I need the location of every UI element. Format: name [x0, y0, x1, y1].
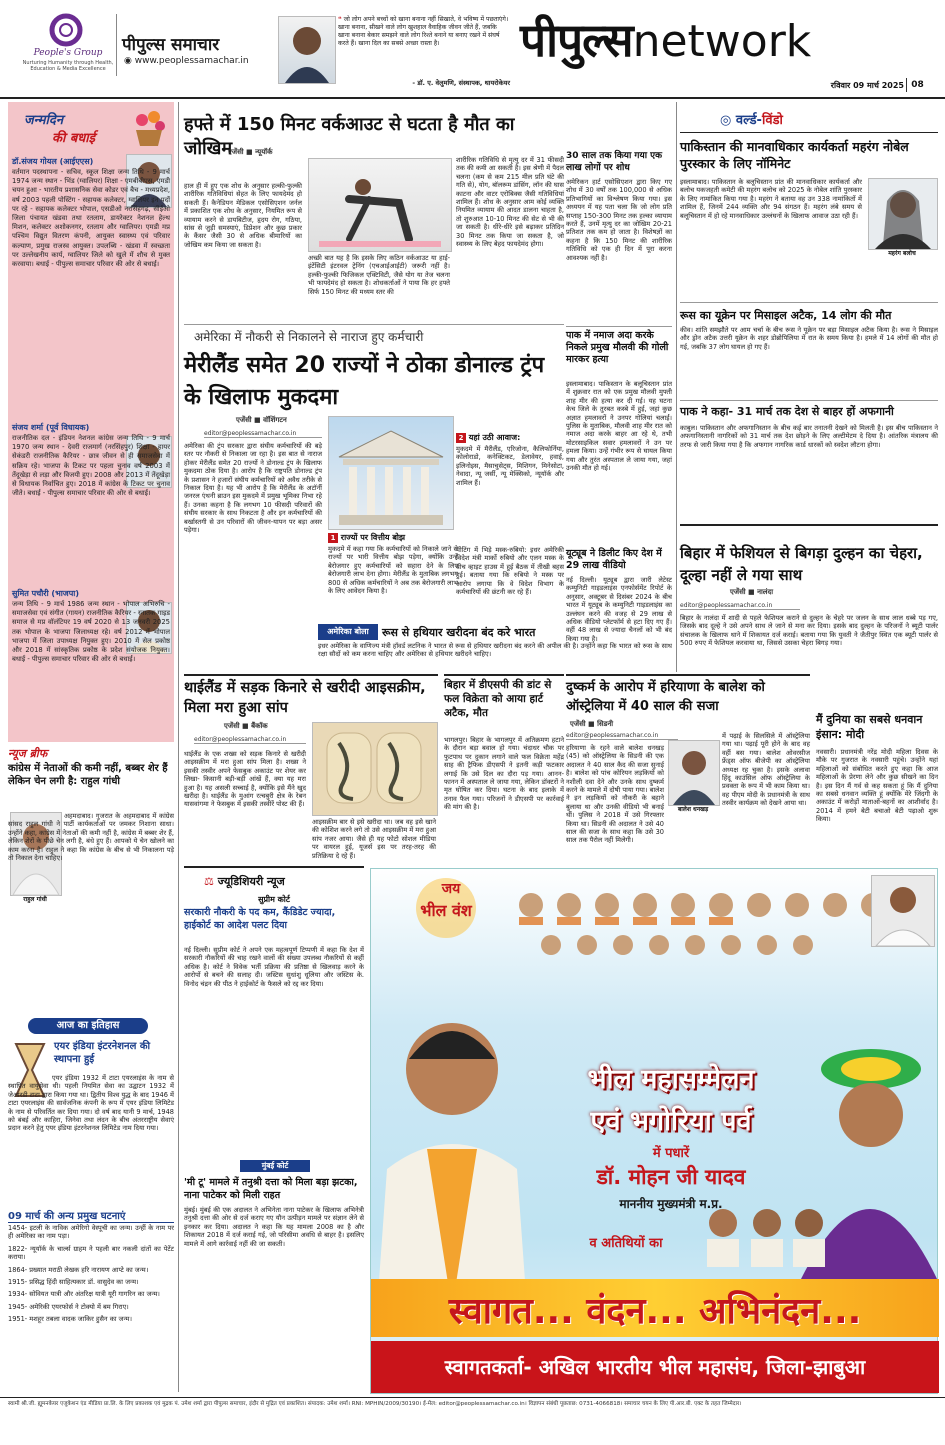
gavel-icon: ⚖	[204, 875, 214, 888]
world-window	[680, 102, 938, 522]
ukraine-text: कीव। शांति समझौते पर आम चर्चा के बीच रूस ने यूक्रेन पर बड़ा मिसाइल अटैक किया है। रूस ने मिसाइल और ड्रोन अटैक उत्तरी यूक्रेन के शहर डोब्रोपिलिया में रात के समय किया है। हमले में 14 लोगों की मौत हो गई, जबकि 37 लोग घायल हो गए हैं।	[680, 326, 938, 351]
box2-text: मुकदमे में मैरीलैंड, एरिजोना, कैलिफोर्निया, कोलोराडो, कनेक्टिकट, डेलावेयर, हवाई, इलिनोइस, मैसाचुसेट्स, मिशिगन, मिनेसोटा, नेवादा, न्यू जर्सी, न्यू मेक्सिको, न्यूयॉर्क और शामिल हैं।	[456, 445, 564, 487]
judiciary-section	[184, 866, 364, 1394]
thailand-story	[184, 674, 438, 860]
ad-tag-2: भील वंश	[420, 901, 472, 920]
box1-text: मुकदमे में कहा गया कि कर्मचारियों को निकाले जाने से राज्यों पर भारी वित्तीय बोझ पड़ेगा, क्योंकि उन्हें बेरोजगार हुए कर्मचारियों को सहारा देने के लिए बेरोजगारी लाभ देना होगा। मेरीलैंड के मुताबिक लगभग 800 से अधिक कर्मचारियों ने अब तक बेरोजगारी लाभ के लिए आवेदन किया है।	[328, 545, 458, 596]
ad-guest-portraits	[701, 1199, 831, 1269]
group-logo-icon	[48, 12, 84, 48]
history-label	[28, 1018, 148, 1034]
dsp-story	[444, 674, 564, 864]
issue-date: रविवार 09 मार्च 2025	[830, 81, 904, 90]
afghan-text: काबुल। पाकिस्तान और अफगानिस्तान के बीच कई बार तनातनी देखने को मिलती है। इस बीच पाकिस्तान ने अफगानिस्तानी नागरिकों को 31 मार्च तक देश छोड़ने के लिए अल्टीमेटम दे दिया है। आंतरिक मंत्रालय की तरफ से जारी किया गया है कि अफगान नागरिक कार्ड धारकों को स्वदेश लौटना होगा।	[680, 424, 938, 449]
box2-title	[456, 432, 564, 443]
event-item: 1951- मशहूर तबला वादक जाकिर हुसैन का जन्म।	[8, 1315, 132, 1324]
date-line	[600, 78, 945, 94]
haryana-headline: दुष्कर्म के आरोप में हरियाणा के बालेश को ऑस्ट्रेलिया में 40 साल की सजा	[566, 680, 765, 714]
survey-text: अमेरिकन हार्ट एसोसिएशन द्वारा किए गए शोध में 30 वर्षों तक 100,000 से अधिक प्रतिभागियों का विश्लेषण किया गया। इस अध्ययन में यह पता चला कि जो लोग प्रति सप्ताह 150-300 मिनट तक हल्का व्यायाम करते हैं, उनमें मृत्यु दर का जोखिम 20-21 प्रतिशत तक कम हो जाता है। विशेषज्ञों का कहना है कि 150 मिनट की शारीरिक गतिविधि को एक ही दिन में पूरा करना आवश्यक नहीं है।	[566, 178, 672, 262]
lawsuit-headline: मेरीलैंड समेत 20 राज्यों ने ठोका डोनाल्ड ट्रंप के खिलाफ मुकदमा	[184, 353, 545, 410]
quote-text	[338, 16, 510, 48]
guest-portraits-icon	[701, 1199, 831, 1269]
paper-name: पीपुल्स समाचार	[122, 35, 220, 55]
judiciary-sub-1: सुप्रीम कोर्ट	[258, 895, 290, 904]
group-tagline: Nurturing Humanity through Health, Education & Media Excellence	[22, 60, 114, 72]
box2-title-text: यहां उठी आवाज:	[468, 433, 521, 442]
balesh-caption: बालेश धनखड़	[677, 806, 709, 813]
ad-with-guests: व अतिथियों का	[589, 1236, 663, 1251]
portrait-icon	[669, 741, 719, 805]
haryana-text: हरियाणा के रहने वाले बालेश धनखड़ (45) को ऑस्ट्रेलिया के सिडनी की एक अदालत ने 40 साल कैद की सजा सुनाई है। बालेश को पांच कोरियन लड़कियों को नशीली दवा देने और उनके साथ दुष्कर्म करने के मामले में दोषी पाया गया। बालेश ने इन लड़कियों को नौकरी के बहाने बुलाया था और उनकी वीडियो भी बनाई थीं। पुलिस ने 2018 में उसे गिरफ्तार किया था। सिडनी की अदालत ने उसे 40 साल की सजा के साथ कहा कि उसे 30 साल तक पैरोल नहीं मिलेगी।	[566, 744, 664, 845]
balesh-photo	[668, 740, 720, 806]
thailand-byline: एजेंसी ■ बैंकॉक	[224, 722, 268, 730]
world-window-label-1: वर्ल्ड-	[735, 113, 762, 128]
ad-corner-photo	[871, 875, 935, 947]
workout-text-2: अच्छी बात यह है कि इसके लिए कठिन वर्कआउट या हाई-इंटेंसिटी इंटरवल ट्रेनिंग (एचआईआईटी) जरूरी नहीं है। हल्की-फुल्की फिजिकल एक्टिविटी, जैसे योग या तेज चलना भी फायदेमंद हो सकता है। शोधकर्ताओं ने पाया कि हर हफ्ते सिर्फ 150 मिनट की मध्यम स्तर की	[308, 254, 450, 296]
portrait-icon	[869, 179, 937, 249]
richest-text: नवसारी। प्रधानमंत्री नरेंद्र मोदी महिला दिवस के मौके पर गुजरात के नवसारी पहुंचे। उन्होंने यहां महिलाओं को संबोधित करते हुए कहा कि आज महिलाओं के प्रेरणा लेने और कुछ सीखने का दिन है। इस दिन मैं गर्व से कह सकता हूं कि मैं दुनिया का सबसे धनवान व्यक्ति हूं क्योंकि मेरे जिंदगी के अकाउंट में करोड़ों माताओं-बहनों का आशीर्वाद है। 2014 में हमने बेटी बचाओ बेटी पढ़ाओ शुरू किया।	[816, 748, 938, 824]
nobel-headline: पाकिस्तान की मानवाधिकार कार्यकर्ता महरंग नोबेल पुरस्कार के लिए नॉमिनेट	[680, 139, 909, 171]
judiciary-headline-2: 'मी टू' मामले में तनुश्री दत्ता को मिला बड़ा झटका, नाना पाटेकर को मिली राहत	[184, 1177, 358, 1201]
workout-story	[184, 102, 564, 322]
yoga-photo	[308, 158, 452, 252]
haryana-story	[566, 674, 810, 864]
workout-headline: हफ्ते में 150 मिनट वर्कआउट से घटता है मौत का जोखिम	[184, 114, 515, 159]
event-item: 1864- प्रख्यात मराठी लेखक हरि नारायण आप्टे का जन्म।	[8, 1265, 149, 1274]
ad-host	[371, 1341, 939, 1393]
group-logo	[48, 12, 84, 48]
maulvi-text: इस्लामाबाद। पाकिस्तान के बलूचिस्तान प्रांत में शुक्रवार रात को एक प्रमुख मौलवी मुफ्ती शाह मीर की हत्या कर दी गई। यह घटना केच जिले के तुरबत कस्बे में हुई, जहां कुछ अज्ञात हमलावरों ने उनपर गोलियां चलाईं। पुलिस के मुताबिक, मौलवी शाह मीर रात को नमाज अदा करके बाहर आ रहे थे, तभी मोटरसाइकिल सवार हमलावरों ने उन पर हमला किया। उन्हें गंभीर रूप से घायल किया गया और तुरंत अस्पताल ले जाया गया, जहां उनकी मौत हो गई।	[566, 380, 672, 473]
rahul-photo-caption: राहुल गांधी	[23, 896, 47, 903]
quote-mark-icon: ❝	[338, 16, 342, 23]
news-brief	[8, 746, 174, 1016]
box2-number-icon: 2	[456, 433, 466, 443]
website-link[interactable]	[124, 56, 274, 66]
judiciary-label	[204, 874, 344, 889]
thailand-email: editor@peoplessamachar.co.in	[194, 736, 306, 744]
bride-email: editor@peoplessamachar.co.in	[680, 602, 800, 610]
globe-icon: ◎	[720, 113, 732, 128]
dsp-headline: बिहार में डीएसपी की डांट से फल विक्रेता को आया हार्ट अटैक, मौत	[444, 679, 552, 719]
ad-emblem	[391, 873, 501, 943]
snake-icecream-icon	[313, 723, 437, 815]
capitol-photo	[328, 416, 454, 530]
nobel-text: इस्लामाबाद। पाकिस्तान के बलूचिस्तान प्रांत की मानवाधिकार कार्यकर्ता और बलोच यकजहती कमेटी की महरंग बलोच को 2025 के नोबेल शांति पुरस्कार के लिए नामांकित किया गया है। महरंग ने बताया वह उन 338 नामांकितों में शामिल हैं, जिनमें 244 व्यक्ति और 94 संगठन हैं। महरंग लंबे समय से बलूचिस्तान में हो रहे मानवाधिकार उल्लंघनों के खिलाफ आवाज उठा रही हैं।	[680, 178, 862, 220]
birthday-heading-top: जन्मदिन	[24, 113, 64, 128]
portrait-icon	[872, 876, 934, 946]
world-window-label	[720, 110, 860, 130]
richest-headline: मैं दुनिया का सबसे धनवान इंसान: मोदी	[816, 713, 923, 741]
person-name-2: संजय शर्मा (पूर्व विधायक)	[12, 423, 90, 432]
masthead	[0, 0, 945, 100]
event-item: 1945- अमेरिकी एयरफोर्स ने टोक्यो में बम गिराए।	[8, 1302, 129, 1311]
thailand-text: थाईलैंड के एक शख्स को सड़क किनारे से खरीदी आइसक्रीम में मरा हुआ सांप मिला है। शख्स ने इसकी तस्वीर अपने फेसबुक अकाउंट पर शेयर कर लिखा- किसानी बड़ी-बड़ी आंखें हैं, क्या यह मरा हुआ है। यह असली सच्चाई है, क्योंकि इसे मैंने खुद खरीदा है। थाईलैंड के मुआंग रत्चबुरी क्षेत्र के रेबन यासवांगमा ने फेसबुक में इसकी तस्वीरें पोस्ट की हैं।	[184, 750, 306, 809]
judiciary-sub-2-text: मुंबई कोर्ट	[261, 1161, 289, 1170]
person-bio-2: राजनीतिक दल - इंडियन नेशनल कांग्रेस जन्म तिथि - 9 मार्च 1970 जन्म स्थान - देवरी राजमार्ग (नरसिंहपुर) शिक्षा - हायर सेकंडरी राजनीतिक कैरियर - छात्र जीवन से ही समाजसेवा में सक्रिय रहे। भाजपा के टिकट पर पहला चुनाव वर्ष 2003 में तेंदूखेड़ा से लड़ा और विजयी हुए। 2008 और 2013 में तेंदूखेड़ा से विधायक निर्वाचित हुए। 2018 में कांग्रेस के टिकट पर चुनाव जीते। बधाई - पीपुल्स समाचार परिवार की ओर से बधाई।	[12, 434, 170, 498]
person-name-1: डॉ.संजय गोयल (आईएएस)	[12, 157, 94, 166]
birthday-section	[8, 102, 174, 742]
lawsuit-email: editor@peoplessamachar.co.in	[204, 430, 322, 438]
birthday-heading-bottom: की बधाई	[52, 131, 96, 146]
ad-tag-1: जय	[441, 881, 461, 897]
ad-host-text: स्वागतकर्ता- अखिल भारतीय भील महासंघ, जिला-झाबुआ	[444, 1355, 866, 1379]
judiciary-label-text: ज्यूडिशियरी न्यूज	[217, 875, 285, 888]
russia-headline: रूस से हथियार खरीदना बंद करे भारत	[382, 626, 536, 639]
portrait-row-icon	[511, 875, 931, 965]
flower-basket-icon	[130, 108, 168, 148]
news-brief-headline: कांग्रेस में नेताओं की कमी नहीं, बब्बर शेर हैं लेकिन चेन लगी है: राहुल गांधी	[8, 763, 168, 787]
news-brief-label: न्यूज ब्रीफ	[8, 747, 48, 760]
box-financial-burden	[328, 532, 458, 624]
ad-title-2: एवं भगोरिया पर्व	[590, 1106, 752, 1137]
court-building-icon	[329, 417, 453, 529]
quote-body: जो लोग अपने बच्चों को खाना बनाना नहीं सिखाते, वे भविष्य में पछताएंगे। खाना बनाना, सीखने वाले लोग खुशहाल वैवाहिक जीवन जीते हैं, जबकि खाना बनाना बेकार समझने वाले लोग रिश्ते बनाने या बनाए रखने में संघर्ष करते हैं। खाना दिल का सबसे अच्छा रास्ता है।	[338, 16, 509, 47]
survey-story	[566, 150, 672, 324]
page-number: 08	[906, 78, 928, 92]
event-item: 1915- प्रसिद्ध हिंदी साहित्यकार डॉ. वासुदेव का जन्म।	[8, 1278, 139, 1287]
russia-label-text: अमेरिका बोला	[327, 627, 369, 636]
quote-box	[276, 12, 512, 92]
birthday-heading	[12, 106, 170, 150]
haryana-byline: एजेंसी ■ सिडनी	[570, 720, 614, 728]
ukraine-headline: रूस का यूक्रेन पर मिसाइल अटैक, 14 लोग की मौत	[680, 309, 892, 322]
box-states	[456, 432, 564, 542]
judiciary-text-1: नई दिल्ली। सुप्रीम कोर्ट ने अपने एक महत्वपूर्ण टिप्पणी में कहा कि देश में सरकारी नौकरियों की चाह रखने वालों की संख्या उपलब्ध नौकरियों से कहीं अधिक है। कोर्ट ने विवेक भर्ती प्रक्रिया की प्रतिष्ठा से खिलवाड़ करने के आरोपों से बचने की सलाह दी। जस्टिस सुधांशु धूलिया और जस्टिस के. विनोद चंद्रन की पीठ ने हाईकोर्ट के फैसले को रद्द कर दिया।	[184, 946, 364, 988]
yoga-pose-icon	[309, 159, 451, 251]
lawsuit-story	[184, 324, 564, 624]
russia-text: इधर अमेरिका के वाणिज्य मंत्री हॉवर्ड लटनिक ने भारत से रूस से हथियार खरीदना बंद करने की अपील की है। उन्होंने कहा कि भारत को रूस के साथ रक्षा सौदों को कम करना चाहिए और अमेरिका से हथियार खरीदने चाहिए।	[318, 642, 672, 659]
ad-title-1: भील महासम्मेलन	[587, 1064, 755, 1095]
meeting-text: मीटिंग में भिड़े मस्क-रुबियो: इधर अमेरिकी विदेश मंत्री मार्को रुबियो और एलन मस्क के बीच व्हाइट हाउस में हुई बैठक में तीखी बहस हुई। बताया गया कि रुबियो ने मस्क पर आरोप लगाया कि वे विदेश विभाग के कर्मचारियों की छंटनी कर रहे हैं।	[456, 546, 564, 597]
bride-text: बिहार के नालंदा में शादी से पहले फेशियल कराने से दुल्हन के चेहरे पर जलन के साथ लाल धब्बे पड़ गए, जिसके बाद दूल्हे ने उसे अपने साथ ले जाने से मना कर दिया। इसके बाद दुल्हन के परिजनों ने ब्यूटी पार्लर संचालक के खिलाफ थाने में शिकायत दर्ज कराई। बताया गया कि युवती ने जैतीपुर स्थित एक ब्यूटी पार्लर से 500 रुपए में फेशियल करवाया था, जिससे उसका चेहरा बिगड़ गया।	[680, 614, 938, 648]
history-headline: एयर इंडिया इंटरनेशनल की स्थापना हुई	[54, 1041, 151, 1065]
events-list	[8, 1224, 174, 1392]
maulvi-story	[566, 326, 672, 548]
chief-minister-portrait-icon	[377, 979, 527, 1309]
box1-number-icon: 1	[328, 533, 338, 543]
survey-headline: 30 साल तक किया गया एक लाख लोगों पर शोध	[566, 151, 663, 173]
person-bio-3: जन्म तिथि - 9 मार्च 1986 जन्म स्थान - भोपाल अभिरुचि - समाजसेवा एवं संगीत (गायन) राजनीतिक कैरियर - स्नातक गाइड समाज से मप्र वॉलंटियर 19 वर्ष 2020 से 13 जनवरी 2025 तक भोपाल के भाजपा जिलाध्यक्ष रहे। वर्ष 2012 में भोपाल भाजपा में जिला उपाध्यक्ष नियुक्त हुए। 2010 में सेल प्रकोष्ठ और 2018 में सांस्कृतिक प्रकोष्ठ के प्रदेश संयोजक नियुक्त। बधाई - पीपुल्स समाचार परिवार की ओर से बधाई।	[12, 600, 170, 664]
quote-author: - डॉ. ए. वेलुमणि, संस्थापक, थायरोकेयर	[412, 79, 510, 87]
thailand-text-2: आइसक्रीम बार से इसे खरीदा था। जब वह इसे खाने की कोशिश करने लगे तो उसे आइसक्रीम में मरा हुआ सांप नजर आया। जैसे ही यह फोटो सोशल मीडिया पर वायरल हुई, यूजर्स इस पर तरह-तरह की प्रतिक्रिया दे रहे हैं।	[312, 818, 436, 860]
youtube-story	[566, 548, 672, 674]
ad-welcome-text: स्वागत... वंदन... अभिनंदन...	[448, 1291, 862, 1332]
history-label-text: आज का इतिहास	[56, 1020, 120, 1031]
dsp-text: भागलपुर। बिहार के भागलपुर में अतिक्रमण हटाने के दौरान बड़ा बवाल हो गया। चंदाधर चौक पर फुटपाथ पर दुकान लगाने वाले फल विक्रेता महेंद्र साह की ट्रैफिक डीएसपी ने इतनी कड़ी फटकार लगाई कि उसे दिल का दौरा पड़ गया। आनन-फानन में अस्पताल ले जाया गया, लेकिन डॉक्टरों ने मृत घोषित कर दिया। घटना के बाद इलाके में तनाव फैल गया। परिजनों ने डीएसपी पर कार्रवाई की मांग की है।	[444, 736, 564, 812]
ad-guest-name: डॉ. मोहन जी यादव	[596, 1165, 746, 1189]
workout-text-3: शारीरिक गतिविधि से मृत्यु दर में 31 फीसदी तक की कमी आ सकती है। इस श्रेणी में पैदल चलना (कम से कम 215 मील प्रति घंटे की गति से), योग, बॉलरूम डांसिंग, लॉन की घास काटना और वाटर एरोबिक्स जैसी गतिविधियां शामिल हैं। शोध के अनुसार आम कोई व्यक्ति नियमित व्यायाम की आदत डालना चाहता है, तो शुरुआत 10-10 मिनट की सेट से भी की जा सकती है। धीरे-धीरे इसे बढ़ाकर प्रतिदिन 30 मिनट तक किया जा सकता है, जो स्वास्थ्य के लिए बेहद फायदेमंद होगा।	[456, 156, 564, 249]
maulvi-headline: पाक में नमाज अदा करके निकले प्रमुख मौलवी की गोली मारकर हत्या	[566, 330, 669, 365]
news-brief-text: अहमदाबाद। गुजरात के अहमदाबाद में कांग्रेस सांसद राहुल गांधी ने पार्टी कार्यकर्ताओं पर जमकर निशाना साधा। उन्होंने कहा, कांग्रेस में नेताओं की कमी नहीं है, कांग्रेस में बब्बर शेर हैं, लेकिन शेरों के पीछे चेन लगी है, बंधे हुए हैं। आपको ये चेन खोलने का काम करना है। राहुल ने कहा कि कांग्रेस के बीच से भी निकालना पड़े तो निकाल देना चाहिए।	[8, 812, 174, 863]
event-item: 1934- सोवियत यात्री और अंतरिक्ष यात्री यूरी गागरिन का जन्म।	[8, 1290, 160, 1299]
ad-welcome	[371, 1279, 939, 1337]
lawsuit-byline: एजेंसी ■ वॉशिंगटन	[236, 416, 287, 424]
haryana-text-2: में पढ़ाई के सिलसिले में ऑस्ट्रेलिया गया था। पढ़ाई पूरी होने के बाद वह वहीं बस गया। बालेश ओवरसीज फ्रेंड्स ऑफ बीजेपी का ऑस्ट्रेलिया अध्यक्ष रह चुका है। इसके अलावा हिंदू काउंसिल ऑफ ऑस्ट्रेलिया के प्रवक्ता के रूप में भी काम किया था। वह पीएम मोदी के प्रधानमंत्री के साथ तस्वीर कार्यक्रम को देखने आया था।	[722, 732, 810, 808]
youtube-headline: यूट्यूब ने डिलीट किए देश में 29 लाख वीडियो	[566, 548, 662, 571]
workout-text-1: हाल ही में हुए एक शोध के अनुसार हल्की-फुल्की शारीरिक गतिविधियां सेहत के लिए फायदेमंद हो सकती हैं। कैनेडियन मेडिकल एसोसिएशन जर्नल में प्रकाशित एक शोध के अनुसार, नियमित रूप से व्यायाम करने से डायबिटीज, हृदय रोग, गठिया, सांस से जुड़ी समस्याएं, डिप्रेशन और कुछ प्रकार के कैंसर जैसी 30 से अधिक बीमारियों का जोखिम कम किया जा सकता है।	[184, 182, 302, 249]
lawsuit-text: अमेरिका की ट्रंप सरकार द्वारा संघीय कर्मचारियों की बड़े स्तर पर नौकरी से निकाला जा रहा है। इस बात से नाराज होकर मेरीलैंड समेत 20 राज्यों ने डोनाल्ड ट्रंप के खिलाफ मुकदमा ठोक दिया है। आरोप है कि राष्ट्रपति डोनाल्ड ट्रंप के प्रशासन ने हजारों संघीय कर्मचारियों को अवैध तरीके से निकाल दिया है। यह भी आरोप है कि मेरीलैंड के अटॉर्नी जनरल एंथनी ब्राउन इस मुकदमे में प्रमुख भूमिका निभा रहे हैं। उनका कहना है कि लगभग 10 फीसदी परिवारों की संघीय सरकार के साथ निकटता है और इन कर्मचारियों की बर्खास्तगी से उन परिवारों की जीवन-यापन पर बड़ा असर पड़ेगा।	[184, 442, 322, 535]
icecream-photo	[312, 722, 438, 816]
ad-guest-post: माननीय मुख्यमंत्री म.प्र.	[619, 1197, 723, 1211]
event-item: 1822- न्यूयॉर्क के चार्ल्स ग्राहम ने पहली बार नकली दांतों का पेटेंट कराया।	[8, 1244, 174, 1262]
brand-hindi: पीपुल्स	[520, 13, 633, 67]
box1-title	[328, 532, 458, 543]
brand-english: network	[632, 16, 812, 67]
russia-label	[318, 624, 378, 640]
website-text: www.peoplessamachar.in	[134, 56, 249, 66]
advertisement	[370, 868, 938, 1394]
person-name-3: सुमित पचौरी (भाजपा)	[12, 589, 79, 598]
bride-byline: एजेंसी ■ नालंदा	[730, 588, 774, 596]
group-name: People's Group	[33, 48, 103, 58]
judiciary-sub-2	[240, 1160, 310, 1172]
thailand-headline: थाईलैंड में सड़क किनारे से खरीदी आइसक्रीम, मिला मरा हुआ सांप	[184, 680, 426, 716]
world-window-label-2: विंडो	[761, 113, 783, 128]
brand-logo	[520, 10, 910, 70]
events-heading: 09 मार्च की अन्य प्रमुख घटनाएं	[8, 1208, 174, 1223]
portrait-icon	[279, 17, 335, 83]
box1-title-text: राज्यों पर वित्तीय बोझ	[340, 533, 406, 542]
history-text: एयर इंडिया 1932 में टाटा एयरलाइंस के नाम से स्थापित वायुसेवा थी। पहली नियमित सेवा का उद्घाटन 1932 में जेआरडी टाटा द्वारा किया गया था। द्वितीय विश्व युद्ध के बाद 1946 में टाटा एयरलाइंस की सार्वजनिक कंपनी के रूप में एयर इंडिया लिमिटेड के नाम से परिवर्तित कर दिया गया। दो वर्ष बाद यानी 9 मार्च, 1948 को बंबई और काहिरा, जिनेवा तथा लंदन के बीच अंतरराष्ट्रीय सेवाएं प्रदान करने हेतु एयर इंडिया इंटरनेशनल लिमिटेड नाम दिया गया।	[8, 1074, 174, 1133]
workout-byline: एजेंसी ■ न्यूयॉर्क	[228, 148, 273, 156]
judiciary-text-2: मुंबई। मुंबई की एक अदालत ने अभिनेता नाना पाटेकर के खिलाफ अभिनेत्री तनुश्री दत्ता की ओर से दर्ज कराए गए यौन उत्पीड़न मामले पर संज्ञान लेने से इनकार कर दिया। अदालत ने कहा कि यह मामला 2008 का है और शिकायत 2018 में दर्ज कराई गई, जो परिसीमा अवधि से बाहर है। इसलिए मामले में आगे कार्रवाई नहीं की जा सकती।	[184, 1206, 364, 1248]
youtube-text: नई दिल्ली। यूट्यूब द्वारा जारी लेटेस्ट कम्युनिटी गाइडलाइंस एनफोर्समेंट रिपोर्ट के अनुसार, अक्टूबर से दिसंबर 2024 के बीच भारत में यूट्यूब के कम्युनिटी गाइडलाइंस का उल्लंघन करने की वजह से 29 लाख से अधिक वीडियो प्लेटफॉर्म से हटा दिए गए हैं। वहीं 48 लाख से ज्यादा चैनलों को भी बंद किया गया है।	[566, 576, 672, 643]
event-item: 1454- इटली के नाविक अमेरिगो वेस्पूची का जन्म। उन्हीं के नाम पर ही अमेरिका का नाम पड़ा।	[8, 1224, 174, 1241]
globe-icon: ◉	[124, 56, 132, 66]
lawsuit-kicker: अमेरिका में नौकरी से निकालने से नाराज हुए कर्मचारी	[194, 330, 424, 344]
quote-author-photo	[278, 16, 336, 84]
mahrang-caption: महरंग बलोच	[888, 250, 916, 257]
ad-portrait-row	[511, 875, 931, 965]
ad-padharen: में पधारें	[652, 1146, 690, 1161]
afghan-headline: पाक ने कहा- 31 मार्च तक देश से बाहर हों अफगानी	[680, 405, 894, 418]
cm-portrait	[377, 979, 527, 1309]
person-bio-1: वर्तमान पदस्थापना - सचिव, स्कूल शिक्षा जन्म तिथि - 9 मार्च 1974 जन्म स्थान - भिंड (ग्वालियर) शिक्षा - एमबीबीएस, एमडी चयन हुआ - भारतीय प्रशासनिक सेवा कोडर एवं बैच - मध्यप्रदेश, वर्ष 2003 पहली पोस्टिंग - सहायक कलेक्टर, ग्वालियर इन पदों पर रहे - सहायक कलेक्टर भोपाल, एसडीओ नरसिंहगढ़, सीईओ जिला पंचायत खंडवा तथा रतलाम, डायरेक्टर नेशनल हेल्थ मिशन, कलेक्टर अशोकनगर, रतलाम और ग्वालियर। एमडी मप्र पश्चिम विद्युत वितरण कंपनी, आयुक्त स्वास्थ्य एवं परिवार कल्याण, प्रमुख राजस्व आयुक्त। उपलब्धि - खंडवा में स्वच्छता पर उल्लेखनीय कार्य, ग्वालियर जिले को खुले में शौच से मुक्त करवाया। बधाई - पीपुल्स समाचार परिवार की ओर से बधाई।	[12, 168, 170, 269]
bride-headline: बिहार में फेशियल से बिगड़ा दुल्हन का चेहरा, दूल्हा नहीं ले गया साथ	[680, 544, 923, 584]
haryana-email: editor@peoplessamachar.co.in	[566, 732, 678, 740]
judiciary-headline-1: सरकारी नौकरी के पद कम, कैंडिडेट ज्यादा, हाईकोर्ट का आदेश पलट दिया	[184, 907, 336, 931]
mahrang-photo	[868, 178, 938, 250]
history-section	[8, 1018, 174, 1393]
footer-imprint: स्वामी श्री.जी. ह्यूमनकेयर एजुकेशन एंड मीडिया प्रा.लि. के लिए प्रकाशक एवं मुद्रक पं. उमेश शर्मा द्वारा पीपुल्स समाचार, इंदौर से मुद्रित एवं प्रकाशित। संपादक: उमेश शर्मा। RNI: MPHIN/2009/30190। ई-मेल: editor@peoplessamachar.co.in। विज्ञापन संबंधी पूछताछ: 0731-4066818। समाचार चयन के लिए पी.आर.बी. एक्ट के तहत जिम्मेदार।	[8, 1401, 742, 1407]
